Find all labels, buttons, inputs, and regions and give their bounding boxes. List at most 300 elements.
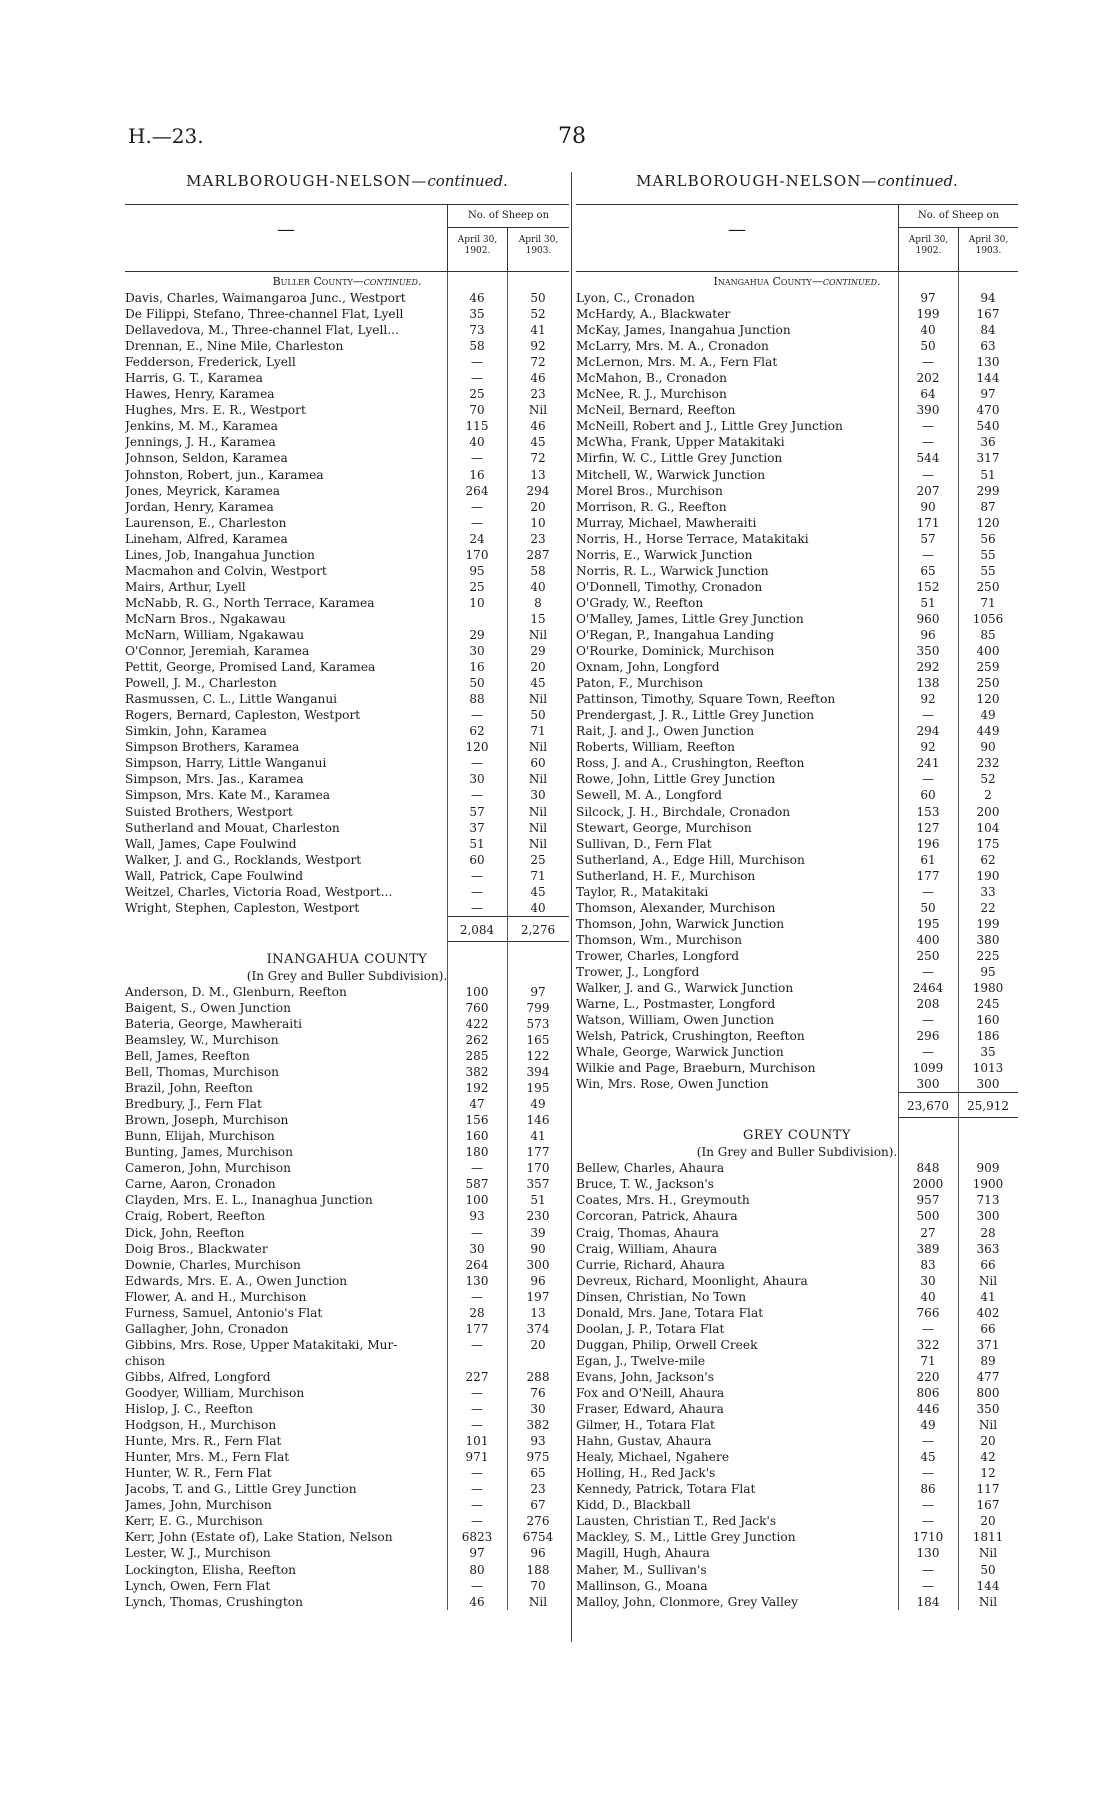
sheep-1902: — xyxy=(471,868,483,883)
sheep-1902: 96 xyxy=(920,627,936,642)
table-row xyxy=(125,1417,569,1433)
sheep-1902: — xyxy=(471,1386,483,1400)
owner-name: Jennings, J. H., Karamea xyxy=(125,435,276,450)
sheep-1903: 799 xyxy=(526,1000,550,1015)
sheep-1903: 52 xyxy=(980,772,996,787)
owner-name: Flower, A. and H., Murchison xyxy=(125,1289,307,1304)
left-table-body xyxy=(125,272,569,1610)
sheep-1902: 50 xyxy=(920,900,936,915)
table-row xyxy=(576,402,1018,418)
sheep-1903: Nil xyxy=(528,1594,548,1609)
owner-name: McLarry, Mrs. M. A., Cronadon xyxy=(576,339,769,354)
sheep-1902: 60 xyxy=(920,788,936,803)
sheep-1902: — xyxy=(922,435,934,450)
sheep-1903: 400 xyxy=(976,644,1000,659)
table-row xyxy=(125,1321,569,1337)
owner-name: Bellew, Charles, Ahaura xyxy=(576,1161,725,1176)
owner-name: McKay, James, Inangahua Junction xyxy=(576,323,791,338)
sheep-1903: 250 xyxy=(976,676,1000,691)
sheep-1902: 500 xyxy=(916,1209,940,1224)
owner-name: Macmahon and Colvin, Westport xyxy=(125,563,327,578)
owner-name: Lausten, Christian T., Red Jack's xyxy=(576,1514,777,1529)
owner-name: Craig, William, Ahaura xyxy=(576,1241,718,1256)
owner-name: Mairs, Arthur, Lyell xyxy=(125,579,246,594)
sheep-1903: 46 xyxy=(530,419,546,434)
table-row xyxy=(576,579,1018,595)
table-row xyxy=(576,804,1018,820)
table-row xyxy=(576,434,1018,450)
sheep-1903: 371 xyxy=(976,1337,1000,1352)
table-row xyxy=(576,707,1018,723)
sheep-1902: — xyxy=(471,499,483,514)
sheep-1902: 180 xyxy=(465,1145,489,1160)
sheep-1903: 49 xyxy=(530,1097,546,1112)
table-row xyxy=(576,1433,1018,1449)
sheep-1902: — xyxy=(922,772,934,787)
owner-name: Doolan, J. P., Totara Flat xyxy=(576,1321,725,1336)
sheep-1903: 288 xyxy=(526,1369,550,1384)
sheep-1903: 1980 xyxy=(972,981,1004,996)
sheep-1902: — xyxy=(471,1337,483,1352)
table-row xyxy=(576,1529,1018,1545)
sheep-1902: 544 xyxy=(916,451,940,466)
owner-name: Powell, J. M., Charleston xyxy=(125,676,277,691)
owner-name: Wall, Patrick, Cape Foulwind xyxy=(125,868,304,883)
owner-name: Bredbury, J., Fern Flat xyxy=(125,1097,262,1112)
owner-name: Drennan, E., Nine Mile, Charleston xyxy=(125,339,344,354)
owner-name: Fox and O'Neill, Ahaura xyxy=(576,1386,725,1400)
sheep-1902: — xyxy=(471,1514,483,1529)
sheep-1903: 300 xyxy=(976,1077,1000,1092)
sheep-1902: 30 xyxy=(469,772,485,787)
sheep-1902: — xyxy=(471,1578,483,1593)
owner-name: O'Rourke, Dominick, Murchison xyxy=(576,644,775,659)
sheep-1903: 232 xyxy=(976,756,1000,771)
sheep-1903: 58 xyxy=(530,563,546,578)
owner-name: O'Grady, W., Reefton xyxy=(576,595,704,610)
sheep-1902: 389 xyxy=(916,1241,940,1256)
owner-name: Hughes, Mrs. E. R., Westport xyxy=(125,403,306,418)
sheep-1903: 45 xyxy=(530,884,546,899)
owner-name: Ross, J. and A., Crushington, Reefton xyxy=(576,756,805,771)
sheep-1903: 573 xyxy=(526,1016,550,1031)
table-row xyxy=(576,1562,1018,1578)
table-row xyxy=(125,1369,569,1385)
sheep-1902: — xyxy=(471,1402,483,1417)
table-row xyxy=(125,1176,569,1192)
sheep-1903: 28 xyxy=(980,1225,996,1240)
table-row xyxy=(576,852,1018,868)
owner-name: Lynch, Thomas, Crushington xyxy=(125,1594,303,1609)
right-table-header: — No. of Sheep on April 30, 1902. April 30, 1903. xyxy=(576,204,1018,272)
sheep-1902: 177 xyxy=(916,868,940,883)
owner-name: Simkin, John, Karamea xyxy=(125,724,267,739)
table-row xyxy=(576,1465,1018,1481)
table-row xyxy=(125,531,569,547)
sheep-1903: 299 xyxy=(976,483,1000,498)
sheep-1903: 20 xyxy=(980,1434,996,1449)
sheep-1902: 86 xyxy=(920,1482,936,1497)
table-row xyxy=(576,418,1018,434)
sheep-1903: 245 xyxy=(976,997,1000,1012)
sheep-1903: 144 xyxy=(976,371,1000,386)
sheep-1903: 363 xyxy=(976,1241,1000,1256)
sheep-1903: 30 xyxy=(530,1402,546,1417)
table-row xyxy=(125,1160,569,1176)
sheep-1903: 85 xyxy=(980,627,996,642)
sheep-1902: — xyxy=(922,884,934,899)
sheep-1902: 806 xyxy=(916,1386,940,1400)
table-row xyxy=(125,370,569,386)
sheep-1902: — xyxy=(922,964,934,979)
sheep-1903: 186 xyxy=(976,1029,1000,1044)
right-column xyxy=(576,172,1018,1610)
sheep-1902: 45 xyxy=(920,1450,936,1465)
table-row xyxy=(125,1096,569,1112)
sheep-1903: 94 xyxy=(980,291,996,305)
owner-name: Craig, Robert, Reefton xyxy=(125,1209,266,1224)
sheep-1902: 90 xyxy=(920,499,936,514)
section-subheading: (In Grey and Buller Subdivision). xyxy=(246,968,448,983)
table-row xyxy=(576,675,1018,691)
owner-name: Lockington, Elisha, Reefton xyxy=(125,1562,297,1577)
sheep-1903: 402 xyxy=(976,1305,1000,1320)
owner-name: Lester, W. J., Murchison xyxy=(125,1546,271,1561)
table-row xyxy=(576,980,1018,996)
sheep-1903: 30 xyxy=(530,788,546,803)
owner-name: O'Regan, P., Inangahua Landing xyxy=(576,627,774,642)
table-row xyxy=(125,1080,569,1096)
owner-name: Rasmussen, C. L., Little Wanganui xyxy=(125,692,338,707)
sheep-1903: 2 xyxy=(984,788,992,803)
sheep-1902: 46 xyxy=(469,1594,485,1609)
sheep-1902: 192 xyxy=(465,1081,489,1096)
sheep-1902: 40 xyxy=(920,1289,936,1304)
left-title: MARLBOROUGH-NELSON—continued. xyxy=(186,172,508,190)
table-row xyxy=(125,804,569,820)
sheep-1903: 45 xyxy=(530,676,546,691)
sheep-1902: 40 xyxy=(920,323,936,338)
owner-name: Healy, Michael, Ngahere xyxy=(576,1450,730,1465)
sheep-1903: 350 xyxy=(976,1402,1000,1417)
owner-name: Wright, Stephen, Capleston, Westport xyxy=(125,900,360,915)
sheep-1903: 39 xyxy=(530,1225,546,1240)
sheep-1902: 960 xyxy=(916,611,940,626)
sheep-1903: 72 xyxy=(530,451,546,466)
table-row xyxy=(125,1594,569,1610)
table-row xyxy=(125,1305,569,1321)
owner-name: Gibbins, Mrs. Rose, Upper Matakitaki, Mur- xyxy=(125,1337,398,1352)
sheep-1903: 55 xyxy=(980,563,996,578)
owner-name: De Filippi, Stefano, Three-channel Flat, Lyell xyxy=(125,307,404,322)
owner-name: Mitchell, W., Warwick Junction xyxy=(576,467,766,482)
sheep-1902: — xyxy=(922,1434,934,1449)
sheep-1902: 195 xyxy=(916,916,940,931)
sheep-1903: 90 xyxy=(980,740,996,755)
table-row xyxy=(576,1353,1018,1369)
sheep-1902: 177 xyxy=(465,1321,489,1336)
owner-name: Clayden, Mrs. E. L., Inanaghua Junction xyxy=(125,1193,373,1208)
table-row xyxy=(576,1545,1018,1561)
table-row xyxy=(125,643,569,659)
owner-name: Kerr, John (Estate of), Lake Station, Nelson xyxy=(125,1530,393,1545)
owner-name: Corcoran, Patrick, Ahaura xyxy=(576,1209,738,1224)
owner-name: Hunter, Mrs. M., Fern Flat xyxy=(125,1450,290,1465)
owner-name: Oxnam, John, Longford xyxy=(576,660,720,675)
owner-name: Norris, R. L., Warwick Junction xyxy=(576,563,769,578)
sheep-1902: 115 xyxy=(465,419,489,434)
sheep-1902: — xyxy=(471,1161,483,1176)
owner-name: Welsh, Patrick, Crushington, Reefton xyxy=(576,1029,805,1044)
owner-name: Sullivan, D., Fern Flat xyxy=(576,836,712,851)
owner-name: Trower, Charles, Longford xyxy=(576,948,740,963)
sheep-1903: 382 xyxy=(526,1418,550,1433)
table-row xyxy=(576,306,1018,322)
sheep-1903: 1900 xyxy=(972,1177,1004,1192)
owner-name: Silcock, J. H., Birchdale, Cronadon xyxy=(576,804,791,819)
table-row xyxy=(125,290,569,306)
table-row xyxy=(125,306,569,322)
table-row xyxy=(576,515,1018,531)
table-row xyxy=(125,1273,569,1289)
sheep-1903: 90 xyxy=(530,1241,546,1256)
owner-name: Cameron, John, Murchison xyxy=(125,1161,291,1176)
sheep-1902: 350 xyxy=(916,644,940,659)
sheep-1903: 167 xyxy=(976,307,1000,322)
table-row xyxy=(125,1353,569,1369)
sheep-1902: 24 xyxy=(469,531,485,546)
owner-name: McNarn, William, Ngakawau xyxy=(125,627,305,642)
table-row xyxy=(576,531,1018,547)
table-row xyxy=(125,483,569,499)
sheep-1902: 92 xyxy=(920,692,936,707)
sheep-1902: 16 xyxy=(469,467,485,482)
sheep-1903: 95 xyxy=(980,964,996,979)
sheep-1903: 104 xyxy=(976,820,1000,835)
owner-name: Anderson, D. M., Glenburn, Reefton xyxy=(125,984,347,999)
table-row xyxy=(125,563,569,579)
owner-name: Johnston, Robert, jun., Karamea xyxy=(125,467,324,482)
table-row xyxy=(576,1305,1018,1321)
owner-name: Carne, Aaron, Cronadon xyxy=(125,1177,276,1192)
sheep-1903: 35 xyxy=(980,1045,996,1060)
sheep-1903: 51 xyxy=(530,1193,546,1208)
sheep-1902: — xyxy=(471,451,483,466)
table-row xyxy=(576,563,1018,579)
sheep-1902: 25 xyxy=(469,387,485,402)
owner-name: Bruce, T. W., Jackson's xyxy=(576,1177,714,1192)
sheep-1902: 83 xyxy=(920,1257,936,1272)
owner-name: Hunter, W. R., Fern Flat xyxy=(125,1466,272,1481)
table-row xyxy=(125,450,569,466)
sheep-1903: 167 xyxy=(976,1498,1000,1513)
owner-name: O'Malley, James, Little Grey Junction xyxy=(576,611,804,626)
sheep-1903: 1013 xyxy=(972,1061,1004,1076)
table-row xyxy=(125,1449,569,1465)
table-row xyxy=(125,820,569,836)
sheep-1902: 130 xyxy=(465,1273,489,1288)
table-row xyxy=(125,739,569,755)
sheep-1903: 225 xyxy=(976,948,1000,963)
table-row xyxy=(125,723,569,739)
sheep-1902: 27 xyxy=(920,1225,936,1240)
table-row xyxy=(125,787,569,803)
table-row xyxy=(125,659,569,675)
sheep-1902: 848 xyxy=(916,1161,940,1176)
table-row xyxy=(125,1497,569,1513)
owner-name: Watson, William, Owen Junction xyxy=(576,1013,775,1028)
sheep-1902: 196 xyxy=(916,836,940,851)
owner-name: Bunn, Elijah, Murchison xyxy=(125,1129,275,1144)
table-row xyxy=(576,1012,1018,1028)
sheep-1903: 357 xyxy=(526,1177,550,1192)
table-row xyxy=(125,1241,569,1257)
sheep-1903: 300 xyxy=(526,1257,550,1272)
sheep-1902: 49 xyxy=(920,1418,936,1433)
sheep-1903: 96 xyxy=(530,1273,546,1288)
sheep-1902: — xyxy=(922,1562,934,1577)
table-row xyxy=(125,1545,569,1561)
table-row xyxy=(125,611,569,627)
sheep-1903: 33 xyxy=(980,884,996,899)
table-row xyxy=(576,932,1018,948)
owner-name: McLernon, Mrs. M. A., Fern Flat xyxy=(576,355,778,370)
sheep-1902: — xyxy=(471,1225,483,1240)
owner-name: Holling, H., Red Jack's xyxy=(576,1466,716,1481)
table-row xyxy=(125,691,569,707)
table-row xyxy=(125,755,569,771)
table-row xyxy=(576,820,1018,836)
sheep-1902: — xyxy=(471,515,483,530)
table-row xyxy=(576,595,1018,611)
sheep-1902: — xyxy=(922,1498,934,1513)
sheep-1903: 188 xyxy=(526,1562,550,1577)
owner-name: Warne, L., Postmaster, Longford xyxy=(576,997,776,1012)
sheep-1903: 20 xyxy=(980,1514,996,1529)
table-row xyxy=(125,338,569,354)
owner-name: Sutherland, A., Edge Hill, Murchison xyxy=(576,852,805,867)
table-row xyxy=(576,1076,1018,1092)
sheep-1903: Nil xyxy=(978,1273,998,1288)
owner-name: O'Connor, Jeremiah, Karamea xyxy=(125,644,310,659)
table-row xyxy=(576,1257,1018,1273)
sheep-1902: — xyxy=(471,1498,483,1513)
sheep-1903: 96 xyxy=(530,1546,546,1561)
sheep-1902: 40 xyxy=(469,435,485,450)
sheep-1903: 23 xyxy=(530,531,546,546)
sheep-1902: — xyxy=(471,355,483,370)
sheep-1903: 250 xyxy=(976,579,1000,594)
table-row xyxy=(576,483,1018,499)
owner-name: Dellavedova, M., Three-channel Flat, Lyell... xyxy=(125,323,399,338)
sheep-1903: Nil xyxy=(528,740,548,755)
owner-name: McNeil, Bernard, Reefton xyxy=(576,403,736,418)
owner-name: Pettit, George, Promised Land, Karamea xyxy=(125,660,376,675)
owner-name: Simpson Brothers, Karamea xyxy=(125,740,300,755)
owner-name: Downie, Charles, Murchison xyxy=(125,1257,301,1272)
owner-name: McNabb, R. G., North Terrace, Karamea xyxy=(125,595,375,610)
owner-name: Simpson, Mrs. Jas., Karamea xyxy=(125,772,304,787)
total-row: 23,670 25,912 xyxy=(576,1092,1018,1118)
owner-name: Suisted Brothers, Westport xyxy=(125,804,293,819)
sheep-1902: — xyxy=(471,900,483,915)
table-row xyxy=(576,338,1018,354)
owner-name: McWha, Frank, Upper Matakitaki xyxy=(576,435,785,450)
sheep-1903: 20 xyxy=(530,1337,546,1352)
table-row xyxy=(576,1028,1018,1044)
sheep-1902: 153 xyxy=(916,804,940,819)
owner-name: Mackley, S. M., Little Grey Junction xyxy=(576,1530,796,1545)
owner-name: Sewell, M. A., Longford xyxy=(576,788,722,803)
sheep-1903: 84 xyxy=(980,323,996,338)
owner-name: Bateria, George, Mawheraiti xyxy=(125,1016,302,1031)
table-row xyxy=(125,1578,569,1594)
owner-name: Hawes, Henry, Karamea xyxy=(125,387,275,402)
right-table-body xyxy=(576,272,1018,1610)
owner-name: Thomson, Alexander, Murchison xyxy=(576,900,776,915)
sheep-1903: 146 xyxy=(526,1113,550,1128)
owner-name: Simpson, Mrs. Kate M., Karamea xyxy=(125,788,331,803)
sheep-1902: 92 xyxy=(920,740,936,755)
table-row xyxy=(576,1481,1018,1497)
sheep-1903: 25 xyxy=(530,852,546,867)
sheep-1902: — xyxy=(471,1466,483,1481)
sheep-1902: 61 xyxy=(920,852,936,867)
owner-name: Bell, James, Reefton xyxy=(125,1049,250,1064)
sheep-1903: 177 xyxy=(526,1145,550,1160)
table-row xyxy=(576,1385,1018,1401)
owner-name: Thomson, Wm., Murchison xyxy=(576,932,742,947)
sheep-1903: 800 xyxy=(976,1386,1000,1400)
table-row xyxy=(576,1417,1018,1433)
table-row xyxy=(125,1064,569,1080)
sheep-1903: 41 xyxy=(530,323,546,338)
sheep-1902: 6823 xyxy=(461,1530,493,1545)
table-row xyxy=(576,1337,1018,1353)
sheep-1902: 30 xyxy=(920,1273,936,1288)
owner-name: Stewart, George, Murchison xyxy=(576,820,752,835)
table-row xyxy=(125,1208,569,1224)
sheep-1902: 62 xyxy=(469,724,485,739)
sheep-1902: — xyxy=(922,355,934,370)
sheep-1902: 1710 xyxy=(912,1530,944,1545)
owner-name: McMahon, B., Cronadon xyxy=(576,371,728,386)
table-row xyxy=(125,354,569,370)
sheep-1903: 175 xyxy=(976,836,1000,851)
sheep-1902: 70 xyxy=(469,403,485,418)
sheep-1903: 713 xyxy=(976,1193,1000,1208)
table-row xyxy=(125,1192,569,1208)
table-row xyxy=(125,1128,569,1144)
owner-name: Murray, Michael, Mawheraiti xyxy=(576,515,757,530)
sheep-1902: 51 xyxy=(920,595,936,610)
owner-name: Kennedy, Patrick, Totara Flat xyxy=(576,1482,756,1497)
table-row xyxy=(576,1225,1018,1241)
owner-name: Lines, Job, Inangahua Junction xyxy=(125,547,315,562)
sheep-1902: 65 xyxy=(920,563,936,578)
owner-name: Walker, J. and G., Warwick Junction xyxy=(576,981,794,996)
sheep-1902: — xyxy=(471,708,483,723)
sheep-1903: Nil xyxy=(528,403,548,418)
sheep-1903: 92 xyxy=(530,339,546,354)
owner-name: Win, Mrs. Rose, Owen Junction xyxy=(576,1077,769,1092)
sheep-1902: 207 xyxy=(916,483,940,498)
table-row xyxy=(125,1385,569,1401)
sheep-1902: 285 xyxy=(465,1049,489,1064)
sheep-1902: 28 xyxy=(469,1305,485,1320)
sheep-1902: 64 xyxy=(920,387,936,402)
table-row xyxy=(125,1257,569,1273)
